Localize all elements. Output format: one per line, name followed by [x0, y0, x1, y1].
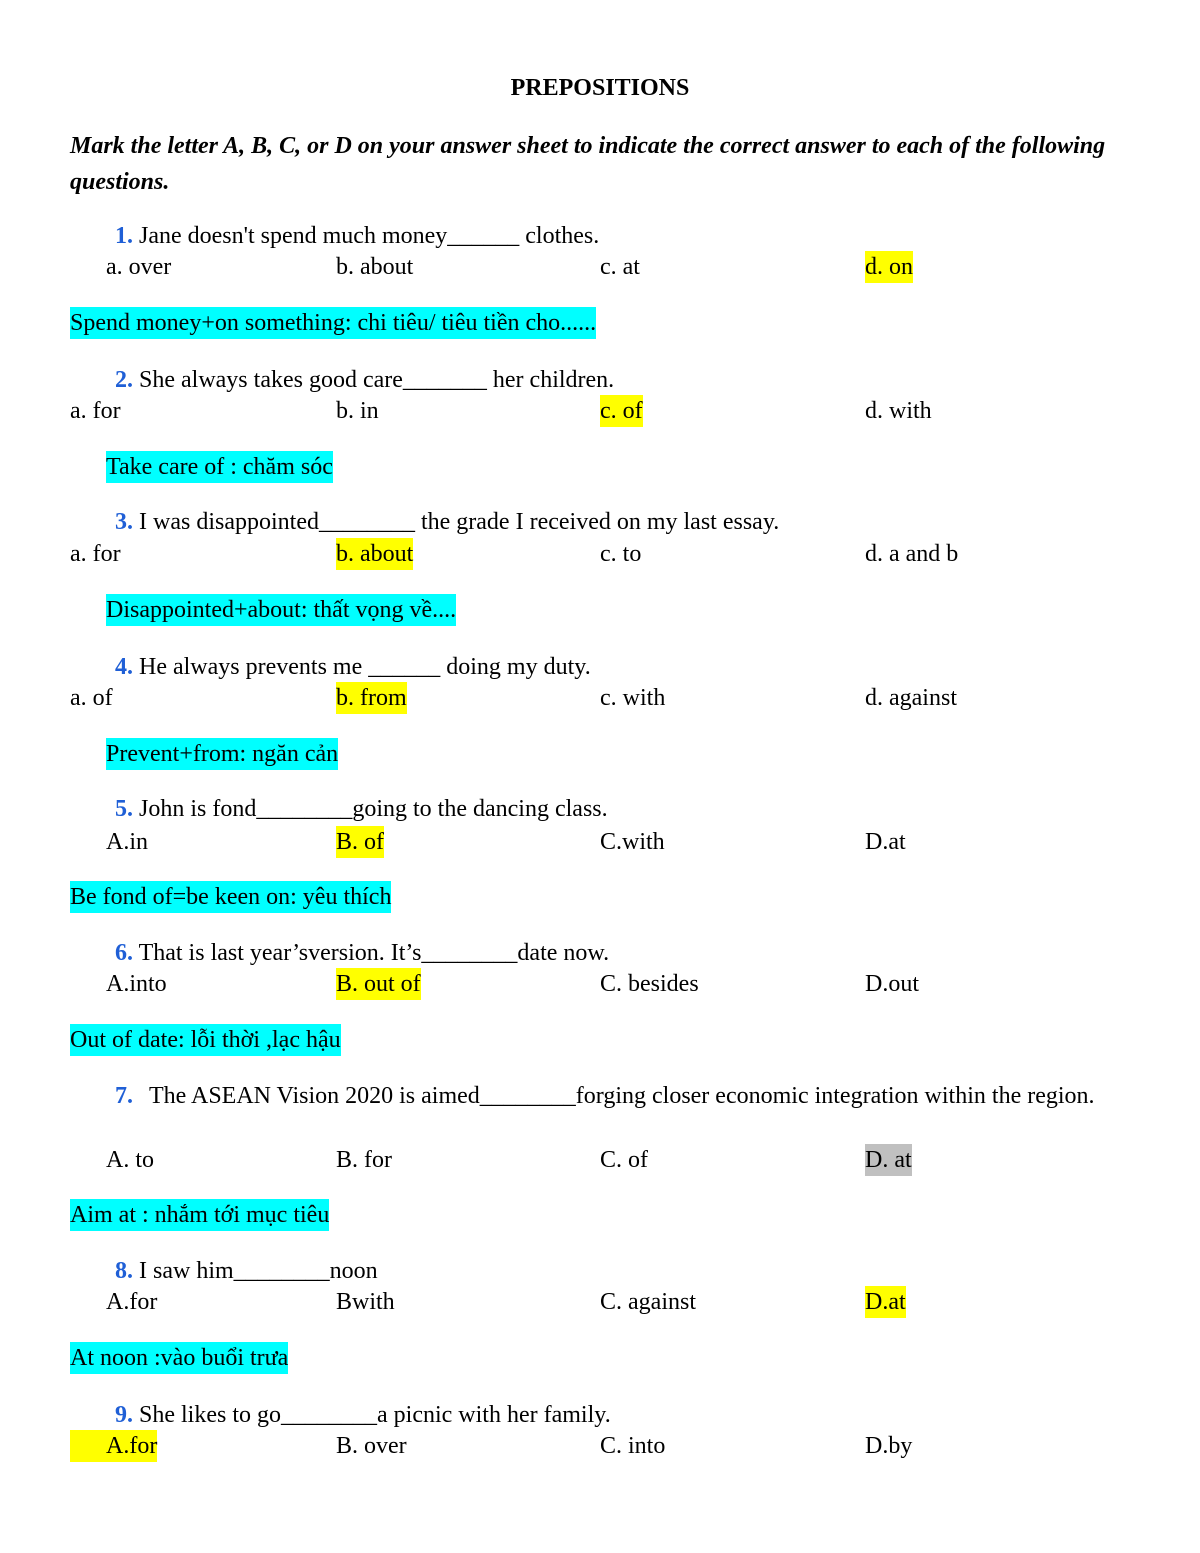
option-b-correct[interactable]: B. out of — [336, 968, 421, 1000]
question-number: 5. — [115, 796, 133, 822]
option-b[interactable]: Bwith — [336, 1289, 395, 1315]
option-a[interactable]: a. of — [70, 685, 113, 711]
explanation-note: Disappointed+about: thất vọng về.... — [106, 594, 456, 626]
question-text: I was disappointed________ the grade I received on my last essay. — [139, 509, 780, 535]
option-a[interactable]: A.into — [106, 971, 167, 997]
question-text: Jane doesn't spend much money______ clothes. — [139, 223, 600, 249]
question-text: I saw him________noon — [139, 1258, 378, 1284]
question-number: 7. — [115, 1083, 133, 1109]
question-text: He always prevents me ______ doing my duty. — [139, 654, 591, 680]
option-c[interactable]: C. against — [600, 1289, 696, 1315]
question-number: 6. — [115, 940, 133, 966]
option-a[interactable]: a. over — [106, 254, 172, 280]
option-d[interactable]: D.at — [865, 829, 906, 855]
question-number: 3. — [115, 509, 133, 535]
explanation-note: At noon :vào buổi trưa — [70, 1342, 288, 1374]
option-a[interactable]: A.for — [106, 1289, 158, 1315]
question-text: John is fond________going to the dancing class. — [139, 796, 608, 822]
option-d-correct[interactable]: d. on — [865, 251, 913, 283]
question-number: 9. — [115, 1402, 133, 1428]
option-c[interactable]: C. into — [600, 1433, 666, 1459]
instructions: Mark the letter A, B, C, or D on your answer sheet to indicate the correct answer to each of the following questions. — [70, 133, 1106, 195]
question-number: 1. — [115, 223, 133, 249]
option-d[interactable]: d. with — [865, 398, 932, 424]
option-b[interactable]: b. in — [336, 398, 379, 424]
page-title: PREPOSITIONS — [510, 75, 690, 101]
explanation-note: Out of date: lỗi thời ,lạc hậu — [70, 1024, 341, 1056]
explanation-note: Take care of : chăm sóc — [106, 451, 333, 483]
option-a-correct[interactable]: A.for — [70, 1430, 157, 1462]
question-3 — [115, 506, 779, 538]
option-a[interactable]: a. for — [70, 398, 121, 424]
question-text: The ASEAN Vision 2020 is aimed________forging closer economic integration within the region. — [149, 1083, 1095, 1109]
question-number: 4. — [115, 654, 133, 680]
option-b-correct[interactable]: b. about — [336, 538, 413, 570]
explanation-note: Be fond of=be keen on: yêu thích — [70, 881, 391, 913]
question-text: That is last year’sversion. It’s________date now. — [138, 940, 610, 966]
question-6 — [115, 937, 609, 969]
option-c[interactable]: c. with — [600, 685, 666, 711]
option-b-correct[interactable]: B. of — [336, 826, 384, 858]
option-b[interactable]: b. about — [336, 254, 414, 280]
question-2 — [115, 364, 614, 396]
option-a[interactable]: A.in — [106, 829, 148, 855]
explanation-note: Aim at : nhắm tới mục tiêu — [70, 1199, 329, 1231]
option-c[interactable]: C.with — [600, 829, 665, 855]
option-b-correct[interactable]: b. from — [336, 682, 407, 714]
question-text: She likes to go________a picnic with her family. — [139, 1402, 611, 1428]
question-8 — [115, 1255, 378, 1287]
question-1 — [115, 220, 599, 252]
option-c[interactable]: C. of — [600, 1147, 648, 1173]
option-d[interactable]: D.by — [865, 1433, 913, 1459]
option-a[interactable]: a. for — [70, 541, 121, 567]
question-4 — [115, 651, 591, 683]
question-9 — [115, 1399, 611, 1431]
option-c[interactable]: c. to — [600, 541, 642, 567]
option-a[interactable]: A. to — [106, 1147, 154, 1173]
option-b[interactable]: B. over — [336, 1433, 407, 1459]
option-c[interactable]: c. at — [600, 254, 640, 280]
question-number: 2. — [115, 367, 133, 393]
option-c-correct[interactable]: c. of — [600, 395, 643, 427]
question-number: 8. — [115, 1258, 133, 1284]
explanation-note: Prevent+from: ngăn cản — [106, 738, 338, 770]
option-d-correct[interactable]: D. at — [865, 1144, 912, 1176]
option-d[interactable]: d. against — [865, 685, 957, 711]
option-d[interactable]: D.out — [865, 971, 919, 997]
question-7 — [115, 1080, 133, 1112]
option-d-correct[interactable]: D.at — [865, 1286, 906, 1318]
option-c[interactable]: C. besides — [600, 971, 699, 997]
question-text: She always takes good care_______ her children. — [139, 367, 615, 393]
option-d[interactable]: d. a and b — [865, 541, 959, 567]
explanation-note: Spend money+on something: chi tiêu/ tiêu tiền cho...... — [70, 307, 596, 339]
option-b[interactable]: B. for — [336, 1147, 392, 1173]
question-5 — [115, 793, 608, 825]
